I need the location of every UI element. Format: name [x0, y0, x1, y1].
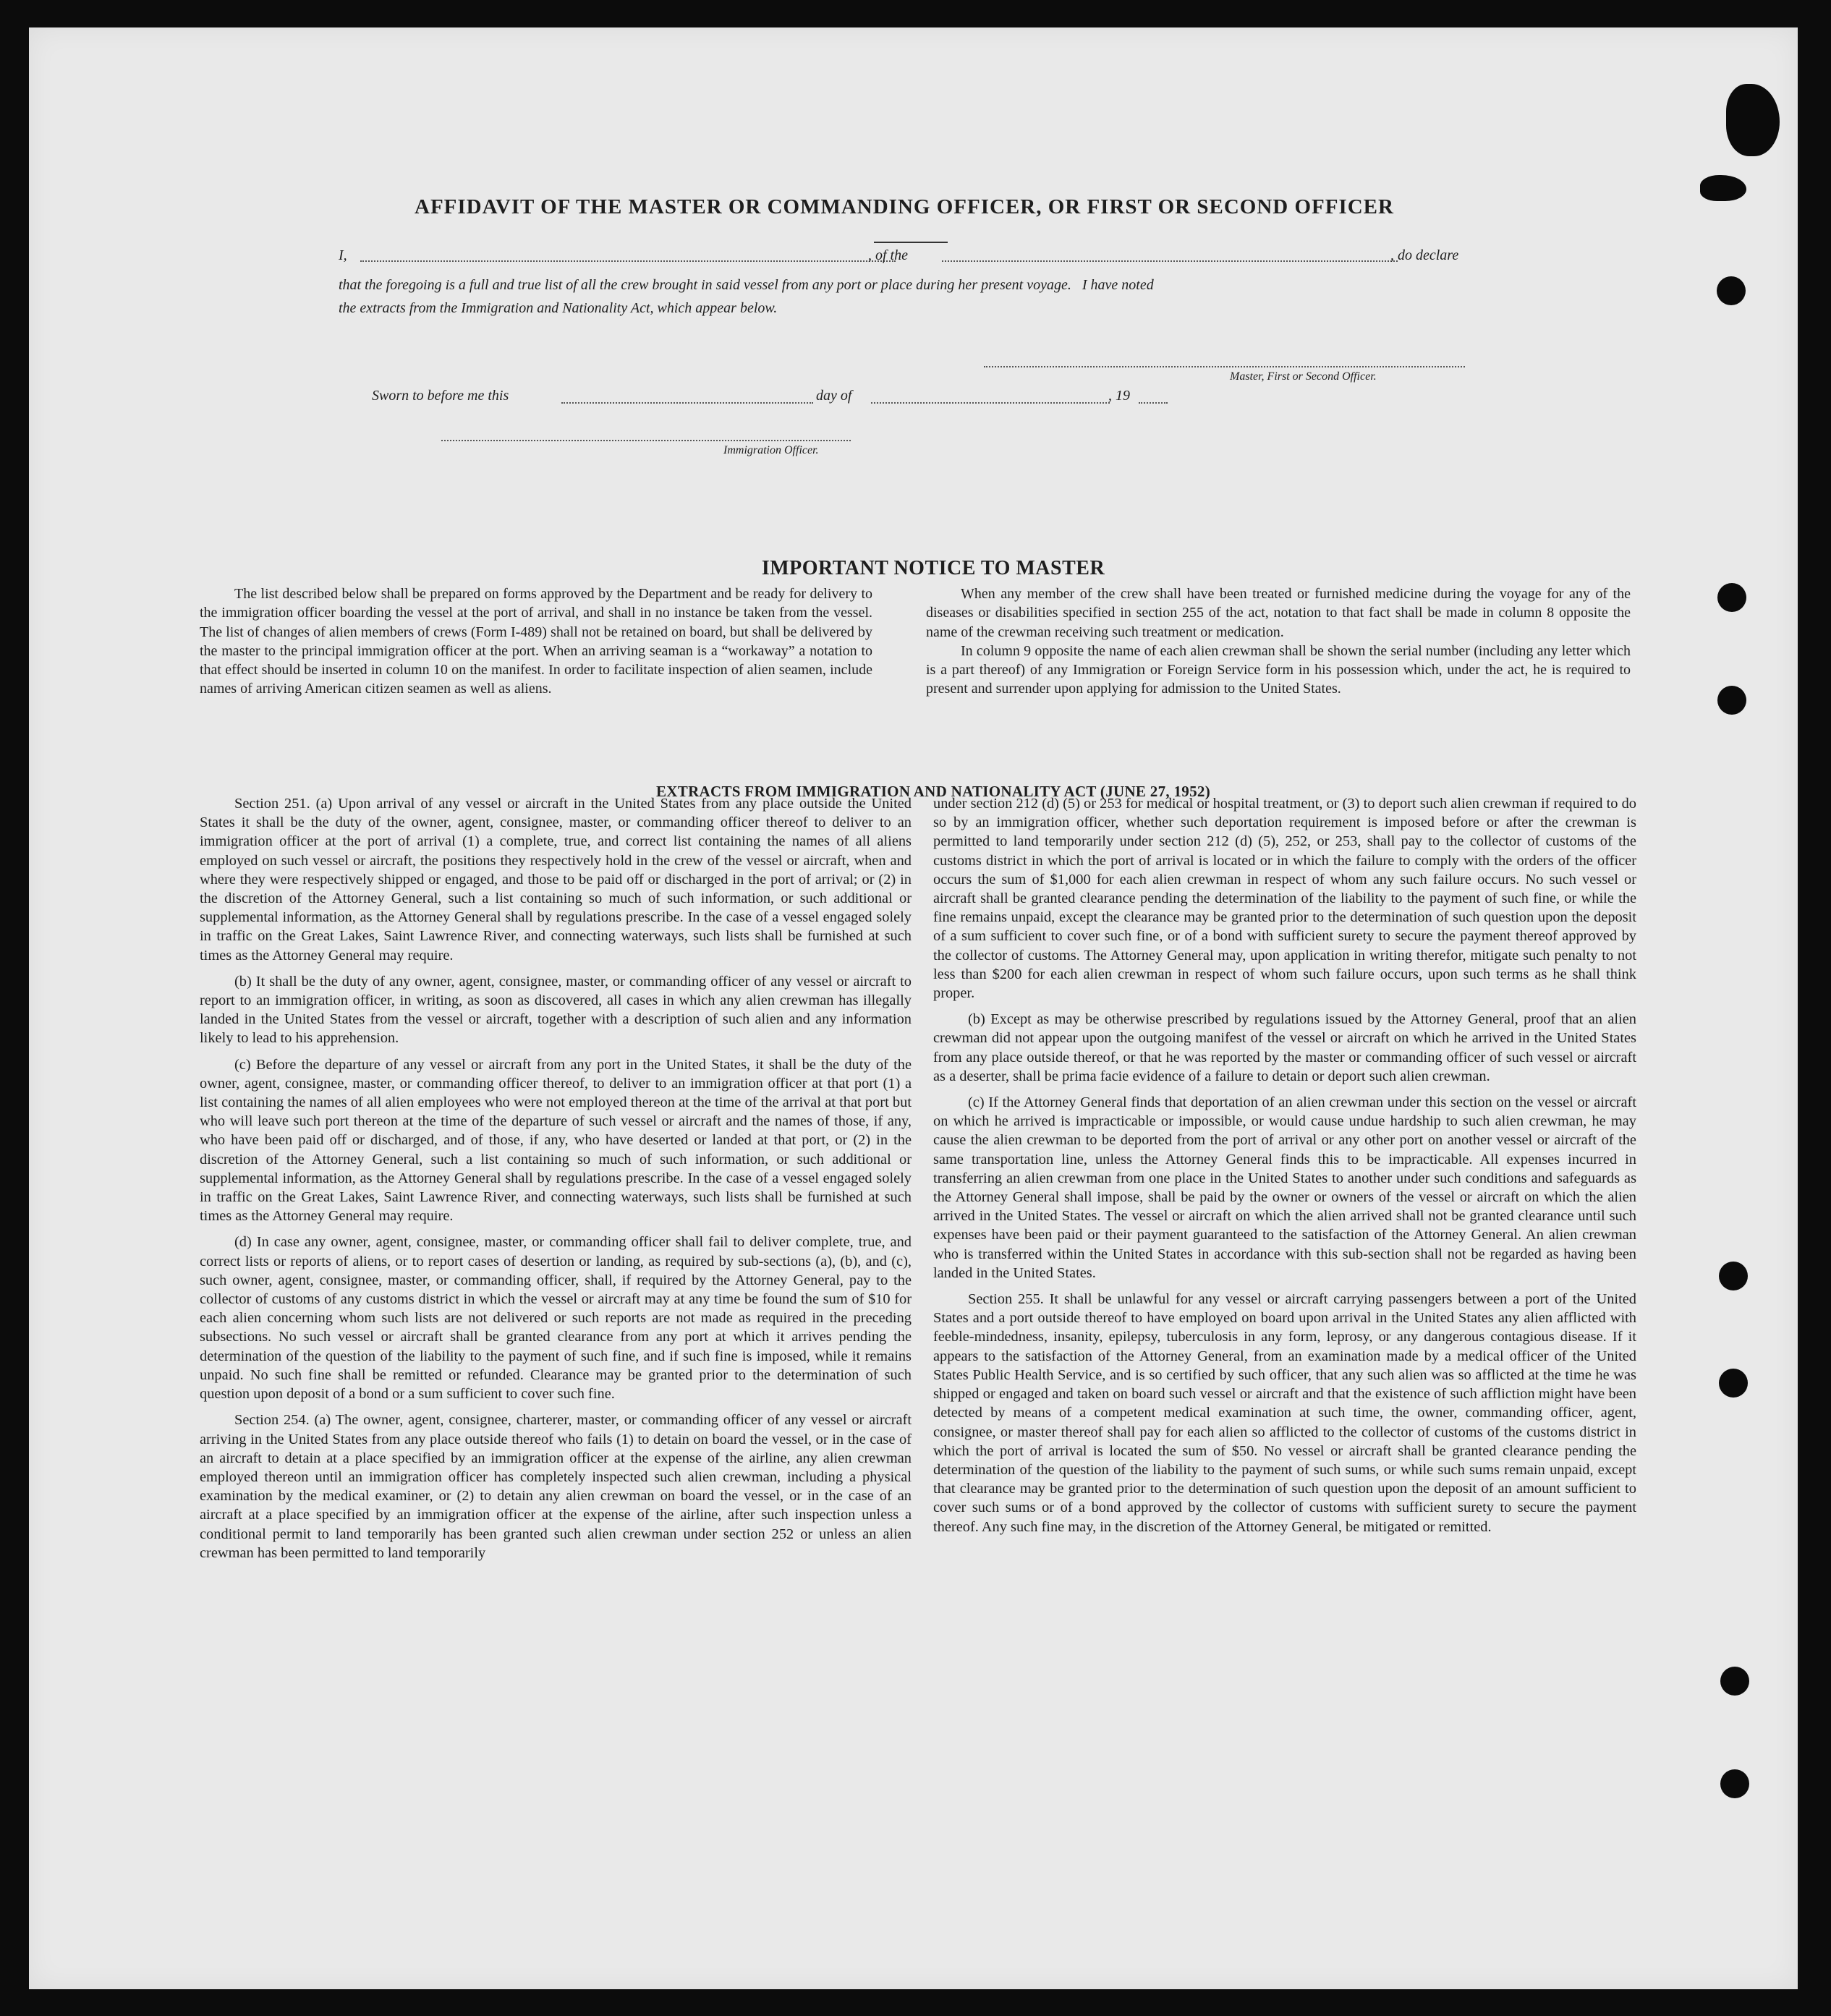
sworn-day-line: [561, 402, 813, 404]
punch-hole: [1717, 686, 1746, 715]
notice-right-column: [926, 584, 1631, 706]
declarant-label: I,: [339, 247, 347, 263]
section-251-c: (c) Before the departure of any vessel or aircraft from any port in the United States, it shall be the duty of the owner, agent, consignee, master, or commanding officer thereof, to deliver to an immigration officer at that port (1) a list containing the names of all alien employees who were not employed thereon at the time of the arrival at that port but who will leave such port thereon at the time of the departure of such vessel or aircraft and the names of those, if any, who have been paid off or discharged, and of those, if any, who have deserted or landed at that port, or (2) in the discretion of the Attorney General, such a list containing so much of such information, or such additional or supplemental information, as the Attorney General shall by regulations prescribe. In the case of a vessel engaged solely in traffic on the Great Lakes, Saint Lawrence River, and connecting waterways, such lists shall be furnished at such times as the Attorney General may require.: [200, 1056, 912, 1225]
day-of-label: day of: [816, 388, 852, 404]
title-divider: [874, 242, 948, 243]
torn-mark: [1726, 84, 1780, 156]
officer-signature-label: Immigration Officer.: [723, 444, 819, 456]
section-254-a: Section 254. (a) The owner, agent, consignee, charterer, master, or commanding officer of any vessel or aircraft arriving in the United States from any place outside thereof who fails (1) to detain on board the vessel, or in the case of an aircraft to detain at a place specified by an immigration officer at the expense of the airline, any alien crewman employed thereon until an immigration officer has completely inspected such alien crewman, including a physical examination by the medical examiner, or (2) to detain any alien crewman on board the vessel, or in the case of an aircraft at a place specified by an immigration officer at the expense of the airline, after such inspection unless a conditional permit to land temporarily has been granted such alien crewman under section 252 or unless an alien crewman has been permitted to land temporarily: [200, 1412, 912, 1561]
do-declare-label: , do declare: [1390, 247, 1459, 263]
declaration-line-2: that the foregoing is a full and true list of all the crew brought in said vessel from any port or place during her present voyage. I have noted: [339, 277, 1154, 293]
section-254-a-continued: under section 212 (d) (5) or 253 for medical or hospital treatment, or (3) to deport such alien crewman if required to do so by an immigration officer, whether such deportation requirement is imposed before or after the crewman is permitted to land temporarily under section 212 (d) (5), 252, or 253, shall pay to the collector of customs of the customs district in which the port of arrival is located or in which the failure to comply with the orders of the officer occurs the sum of $1,000 for each alien crewman in respect of whom any such failure occurs. No such vessel or aircraft shall be granted clearance pending the determination of the liability to the payment of such fine, or while the fine remains unpaid, except the clearance may be granted prior to the determination of such question upon the deposit of a sum sufficient to cover such fine, or of a bond with sufficient surety to secure the payment thereof approved by the collector of customs. The Attorney General may, upon application in writing therefor, mitigate such penalty to not less than $200 for each alien crewman in respect of whom such failure occurs, upon such terms as he shall think proper.: [933, 796, 1636, 1002]
notice-left-column: [200, 584, 872, 706]
section-251-d: (d) In case any owner, agent, consignee, master, or commanding officer shall fail to deliver complete, true, and correct lists or reports of aliens, or to report cases of desertion or landing, as required by sub-sections (a), (b), and (c), such owner, agent, consignee, master, or commanding officer, shall, if required by the Attorney General, pay to the collector of customs of any customs district in which the vessel or aircraft may at any time be found the sum of $10 for each alien concerning whom such lists are not delivered or such reports are not made as required in the preceding subsections. No such vessel or aircraft shall be granted clearance from any port at which it arrives pending the determination of the question of the liability to the payment of such fine, and if such fine is imposed, while it remains unpaid. No such fine shall be remitted or refunded. Clearance may be granted prior to the determination of such question upon deposit of a bond or a sum sufficient to cover such fine.: [200, 1234, 912, 1403]
sworn-year-line: [1139, 402, 1168, 404]
document-page: [29, 27, 1798, 1989]
punch-hole: [1719, 1369, 1748, 1398]
section-251-a: Section 251. (a) Upon arrival of any vessel or aircraft in the United States from any place outside the United States it shall be the duty of the owner, agent, consignee, master, or commanding officer thereof to deliver to an immigration officer at the port of arrival (1) a complete, true, and correct list containing the names of all aliens employed on such vessel or aircraft, the positions they respectively hold in the crew of the vessel or aircraft, when and where they were respectively shipped or engaged, and those to be paid off or discharged in the port of arrival; or (2) in the discretion of the Attorney General, such a list containing so much of such information, or such additional or supplemental information, as the Attorney General shall by regulations prescribe. In the case of a vessel engaged solely in traffic on the Great Lakes, Saint Lawrence River, and connecting waterways, such lists shall be furnished at such times as the Attorney General may require.: [200, 796, 912, 964]
sworn-label: Sworn to before me this: [372, 388, 509, 404]
vessel-name-line: [942, 260, 1398, 262]
notice-title: IMPORTANT NOTICE TO MASTER: [761, 557, 1105, 579]
section-251-b: (b) It shall be the duty of any owner, agent, consignee, master, or commanding officer of any vessel or aircraft to report to an immigration officer, in writing, as soon as discovered, all cases in which any alien crewman has illegally landed in the United States from the vessel or aircraft, together with a description of such alien and any information likely to lead to his apprehension.: [200, 973, 912, 1047]
section-255: Section 255. It shall be unlawful for any vessel or aircraft carrying passengers between a port of the United States and a port outside thereof to have employed on board upon arrival in the United States any alien afflicted with feeble-mindedness, insanity, epilepsy, tuberculosis in any form, leprosy, or any dangerous contagious disease. If it appears to the satisfaction of the Attorney General, from an examination made by a medical officer of the United States Public Health Service, and is so certified by such officer, that any such alien was so afflicted at the time he was shipped or engaged and taken on board such vessel or aircraft and that the existence of such affliction might have been detected by means of a competent medical examination at such time, the owner, commanding officer, agent, consignee, or master thereof shall pay for each alien so afflicted to the collector of customs of the customs district in which the port of arrival is located the sum of $50. No vessel or aircraft shall be granted clearance pending the determination of the question of the liability to the payment of such sums, or while such sums remain unpaid, except that clearance may be granted prior to the determination of such question upon the deposit of an amount sufficient to cover such sums or of a bond approved by the collector of customs with sufficient surety to secure the payment thereof. Any such fine may, in the discretion of the Attorney General, be mitigated or remitted.: [933, 1291, 1636, 1535]
affidavit-title: AFFIDAVIT OF THE MASTER OR COMMANDING OFFICER, OR FIRST OR SECOND OFFICER: [415, 195, 1394, 218]
punch-hole: [1717, 583, 1746, 612]
notice-right-paragraph-1: When any member of the crew shall have been treated or furnished medicine during the voyage for any of the diseases or disabilities specified in section 255 of the act, notation to that fact shall be made in column 8 opposite the name of the crewman receiving such treatment or medication.: [926, 586, 1631, 640]
sworn-month-line: [871, 402, 1110, 404]
of-the-label: , of the: [868, 247, 908, 263]
notice-right-paragraph-2: In column 9 opposite the name of each alien crewman shall be shown the serial number (including any letter which is a part thereof) of any Immigration or Foreign Service form in his possession which, under the act, he is required to present and surrender upon applying for admission to the United States.: [926, 642, 1631, 697]
punch-hole: [1720, 1769, 1749, 1798]
officer-signature-line: [441, 440, 851, 441]
torn-mark: [1700, 175, 1746, 201]
section-254-b: (b) Except as may be otherwise prescribed by regulations issued by the Attorney General, proof that an alien crewman did not appear upon the outgoing manifest of the vessel or aircraft on which he arrived in the United States from any place outside thereof, or that he was reported by the master or commanding officer of such vessel or aircraft as a deserter, shall be prima facie evidence of a failure to detain or deport such alien crewman.: [933, 1011, 1636, 1084]
master-signature-line: [984, 366, 1465, 367]
punch-hole: [1720, 1667, 1749, 1696]
notice-left-paragraph: The list described below shall be prepared on forms approved by the Department and be ready for delivery to the immigration officer boarding the vessel at the port of arrival, and shall in no instance be taken from the vessel. The list of changes of alien members of crews (Form I-489) shall not be retained on board, but shall be delivered by the master to the principal immigration officer at the port. When an arriving seaman is a “workaway” a notation to that effect should be inserted in column 10 on the manifest. In order to facilitate inspection of alien seamen, include names of arriving American citizen seamen as well as aliens.: [200, 586, 872, 697]
section-254-c: (c) If the Attorney General finds that deportation of an alien crewman under this section on the vessel or aircraft on which he arrived is impracticable or impossible, or would cause undue hardship to such alien crewman, he may cause the alien crewman to be deported from the port of arrival or any other port on another vessel or aircraft of the same transportation line, unless the Attorney General finds this to be impracticable. All expenses incurred in transferring an alien crewman from one place in the United States to another under such conditions and safeguards as the Attorney General shall impose, shall be paid by the owner or owners of the vessel or aircraft on which the alien arrived in the United States. The vessel or aircraft on which the alien arrived shall not be granted clearance until such expenses have been paid or their payment guaranteed to the satisfaction of the Attorney General. An alien crewman who is transferred within the United States in accordance with this sub-section shall not be regarded as having been landed in the United States.: [933, 1094, 1636, 1281]
punch-hole: [1719, 1262, 1748, 1290]
punch-hole: [1717, 276, 1746, 305]
extracts-right-column: [933, 794, 1636, 1544]
declarant-name-line: [360, 260, 896, 262]
declaration-line-3: the extracts from the Immigration and Nationality Act, which appear below.: [339, 300, 778, 316]
extracts-title: EXTRACTS FROM IMMIGRATION AND NATIONALITY ACT (JUNE 27, 1952): [656, 783, 1210, 800]
year-label: , 19: [1108, 388, 1130, 404]
master-signature-label: Master, First or Second Officer.: [1230, 370, 1377, 383]
extracts-left-column: [200, 794, 912, 1570]
